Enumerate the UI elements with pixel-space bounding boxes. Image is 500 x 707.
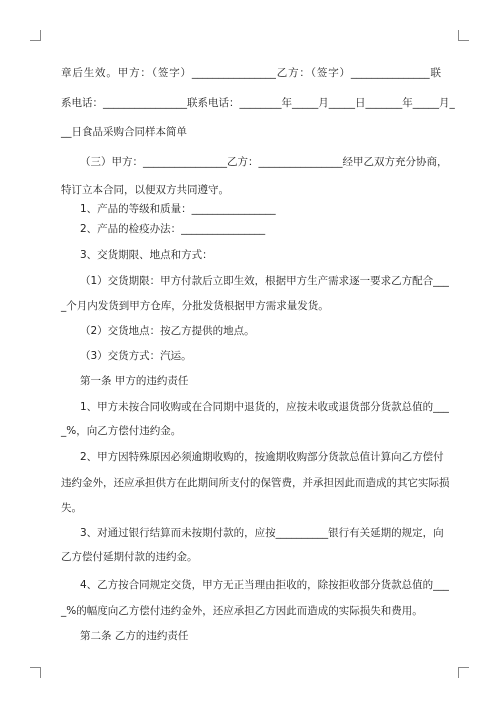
paragraph-line: 2、甲方因特殊原因必须逾期收购的，按逾期收购部分货款总值计算向乙方偿付 [80,451,444,463]
paragraph-line: 4、乙方按合同规定交货，甲方无正当理由拒收的，除按拒收部分货款总值的___ [80,579,449,591]
section-heading: 第一条 甲方的违约责任 [80,375,189,387]
paragraph-line: （2）交货地点：按乙方提供的地点。 [80,325,255,337]
paragraph-line: 特订立本合同，以便双方共同遵守。 [61,184,229,196]
paragraph-line: （三）甲方：________________乙方：________________经甲乙双方充分协商， [80,156,448,168]
paragraph-line: （1）交货期限：甲方付款后立即生效，根据甲方生产需求逐一要求乙方配合___ [80,275,449,287]
paragraph-line: 2、产品的检疫办法：________________ [80,223,266,235]
paragraph-line: 违约金外，还应承担供方在此期间所支付的保管费，并承担因此而造成的其它实际损 [61,477,450,489]
paragraph-line: 失。 [61,502,82,514]
paragraph-line: 章后生效。甲方：（签字）________________乙方：（签字）_______________联 [61,67,441,79]
paragraph-line: _个月内发货到甲方仓库，分批发货根据甲方需求量发货。 [61,300,329,312]
paragraph-line: 系电话：________________联系电话：________年_____月_____日_______年_____月_ [61,97,455,109]
paragraph-line: 乙方偿付延期付款的违约金。 [61,551,198,563]
section-heading: 第二条 乙方的违约责任 [80,630,189,642]
paragraph-line: 1、产品的等级和质量：________________ [80,203,276,215]
paragraph-line: _%的幅度向乙方偿付违约金外，还应承担乙方因此而造成的实际损失和费用。 [61,605,423,617]
paragraph-line: 1、甲方未按合同收购或在合同期中退货的，应按未收或退货部分货款总值的___ [80,401,449,413]
paragraph-line: __日食品采购合同样本简单 [61,126,187,138]
paragraph-line: （3）交货方式：汽运。 [80,350,192,362]
paragraph-line: _%，向乙方偿付违约金。 [61,425,182,437]
paragraph-line: 3、交货期限、地点和方式： [80,249,213,261]
paragraph-line: 3、对通过银行结算而未按期付款的，应按__________银行有关延期的规定，向 [80,527,444,539]
